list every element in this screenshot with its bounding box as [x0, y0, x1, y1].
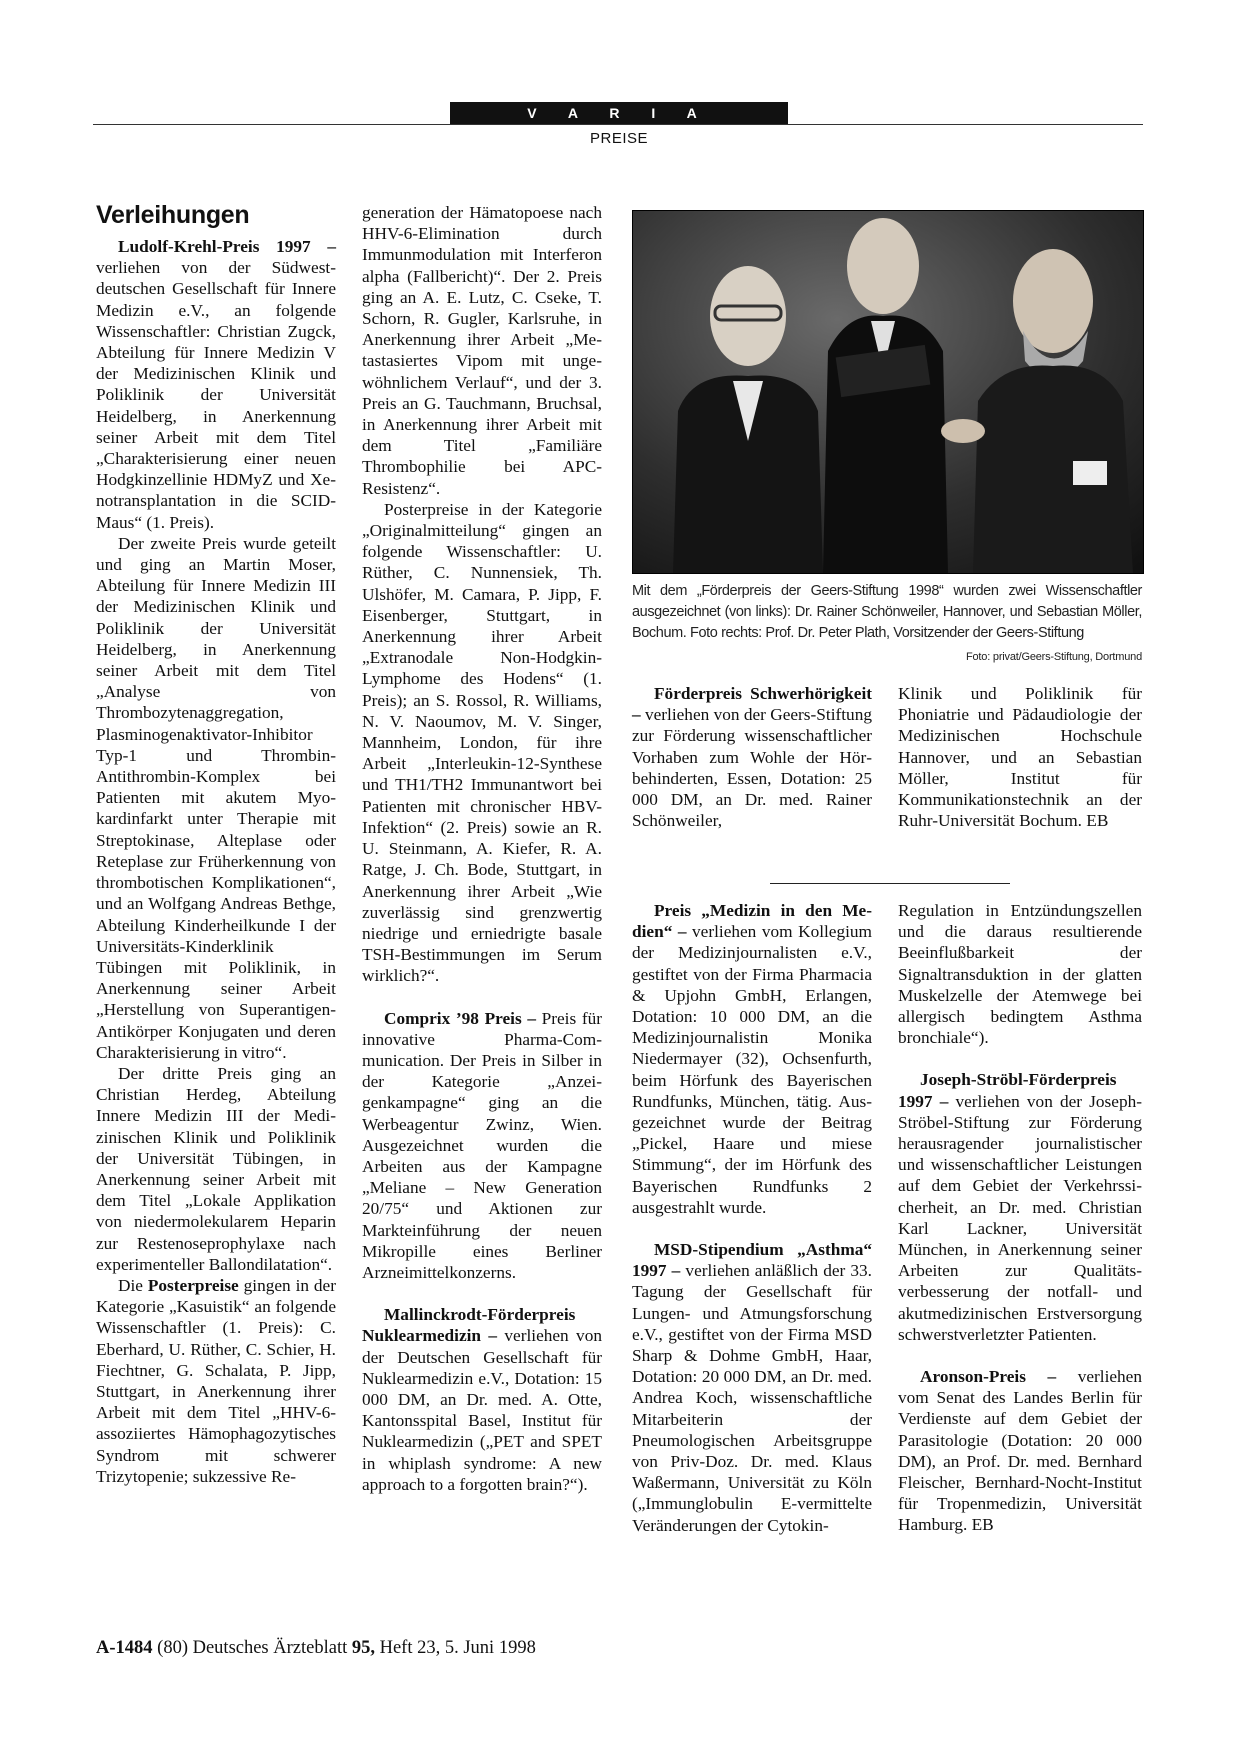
column-3-lower [632, 900, 872, 1536]
award-title: Joseph-Ströbl-Förderpreis 1997 – [898, 1070, 1117, 1111]
paragraph [362, 1304, 602, 1495]
award-text: verliehen von der Geers-Stiftung zur Förderung wissenschaftlicher Vorhaben zum Wohle der Hörbehinderten, Essen, Dotation: 25 000 DM, an Dr. med. Rainer Schönweiler, [632, 705, 872, 831]
photo-credit: Foto: privat/Geers-Stiftung, Dortmund [965, 651, 1142, 663]
paragraph: Klinik und Poliklinik für Phoniatrie und Pädaudiologie der Medizinischen Hochschule Hannover, und an Sebastian Möller, Institut für Kommunikationstechnik an der Ruhr-Universität Bochum. EB [898, 684, 1142, 831]
text: Die [118, 1275, 143, 1295]
award-title: Comprix ’98 Preis – [384, 1008, 536, 1028]
award-text: gingen in der Kategorie „Kasuistik“ an folgende Wissenschaftler (1. Preis): C. Eberhard, U. Rüther, C. Schier, H. Fiechtner, G. Schalata, P. Jipp, Stuttgart, in Anerkennung ihrer Arbeit mit dem Titel „HHV-6-assoziiertes Hämophagozytisches Syndrom mit schwerer Trizytopenie; sukzessive Re- [96, 1275, 336, 1486]
column-4 [898, 683, 1142, 831]
award-text: Preis für innovative Pharma-Communication. Der Preis in Silber in der Kategorie „Anzeigenkampagne“ ging an die Werbeagentur Zwinz, Wien. Ausgezeichnet wurden die Arbeiten aus der Kampagne „Meliane – New Generation 20/75“ und Aktionen zur Markteinführung der neuen Mikropille eines Berliner Arzneimittelkonzerns. [362, 1008, 602, 1282]
column-1 [96, 236, 336, 1487]
award-text: verliehen vom Kollegium der Medizinjournalisten e.V., gestiftet von der Firma Pharmacia & Upjohn GmbH, Erlangen, Dotation: 10 000 DM, an die Medizinjournalistin Monika Niedermayer (32), Ochsenfurth, beim Hörfunk des Bayerischen Rundfunks, München, tätig. Ausgezeichnet wurde der Beitrag „Pickel, Haare und miese Stimmung“, der im Hörfunk des Bayerischen Rundfunks 2 ausgestrahlt wurde. [632, 922, 873, 1217]
page-number: A-1484 [96, 1638, 153, 1658]
footer-volume: 95, [351, 1638, 375, 1658]
award-title: Förderpreis Schwerhörigkeit – [632, 684, 872, 725]
paragraph [632, 683, 872, 831]
page-footer [96, 1638, 536, 1659]
award-text: verliehen von der Joseph-Ströbel-Stiftung zur Förderung herausragender journalistischer und wissenschaftlicher Leistungen auf dem Gebiet der Verkehrssicherheit, an Dr. med. Christian Karl Lackner, Universität München, in Anerkennung seiner Arbeiten zur Qualitätsverbesserung der notfall- und akutmedizinischen Erstversorgung schwerstverletzter Patienten. [898, 1091, 1142, 1344]
award-title: Aronson-Preis – [920, 1367, 1057, 1387]
paragraph [362, 1008, 602, 1284]
paragraph [96, 1275, 336, 1487]
footer-issue: Heft 23, 5. Juni 1998 [379, 1638, 536, 1658]
award-title: Posterpreise [147, 1275, 239, 1295]
paragraph: Der zweite Preis wurde geteilt und ging an Martin Moser, Abteilung für Innere Medizin III der Medizinischen Klinik und Poliklinik der Universität Heidelberg, in Anerkennung seiner Arbeit mit dem Titel „Analyse von Thrombozytenaggregation, Plasminogenaktivator-Inhibitor Typ-1 und Thrombin-Antithrombin-Komplex bei Patienten mit akutem Myokardinfarkt unter Therapie mit Streptokinase, Alteplase oder Reteplase zur Früherkennung von thrombotischen Komplikationen“, und an Wolfgang Andreas Bethge, Abteilung Kinderheilkunde I der Universitäts-Kinderklinik Tübingen mit Poliklinik, in Anerkennung seiner Arbeit „Herstellung von Superantigen-Antikörper Konjugaten und deren Charakterisierung in vitro“. [96, 533, 336, 1062]
column-4-lower [898, 900, 1142, 1536]
column-2 [362, 202, 602, 1495]
paragraph [96, 236, 336, 533]
paragraph: Der dritte Preis ging an Christian Herdeg, Abteilung Innere Medizin III der Medizinischen Klinik und Poliklinik der Universität Tübingen, in Anerkennung seiner Arbeit mit dem Titel „Lokale Applikation von niedermolekularem Heparin zur Restenoseprophylaxe nach experimenteller Ballondilatation“. [96, 1063, 336, 1274]
award-text: verliehen vom Senat des Landes Berlin für Verdienste auf dem Gebiet der Parasitologie (Dotation: 20 000 DM), an Prof. Dr. med. Bernhard Fleischer, Bernhard-Nocht-Institut für Tropenmedizin, Universität Hamburg. EB [898, 1367, 1142, 1535]
award-text: verliehen von der Deutschen Gesellschaft für Nuklearmedizin e.V., Dotation: 15 000 DM, an Dr. med. A. Otte, Kantonsspital Basel, Institut für Nuklearmedizin („PET and SPET in whiplash syndrome: A new approach to a forgotten brain?“). [362, 1326, 602, 1494]
photo-caption: Mit dem „Förderpreis der Geers-Stiftung 1998“ wurden zwei Wissenschaftler ausgezeichnet (von links): Dr. Rainer Schönweiler, Hannover, und Sebastian Möller, Bochum. Foto rechts: Prof. Dr. Peter Plath, Vorsitzender der Geers-Stiftung [632, 583, 1142, 641]
photo-illustration [633, 211, 1143, 573]
award-photo [632, 210, 1144, 574]
award-title: Ludolf-Krehl-Preis 1997 – [118, 237, 336, 256]
header-rule [93, 124, 1143, 125]
footer-publication: (80) Deutsches Ärzteblatt [157, 1638, 348, 1658]
paragraph [898, 1069, 1142, 1345]
award-title: Mallinckrodt-Förderpreis Nuklearmedizin – [362, 1305, 576, 1346]
subsection-label: PREISE [589, 130, 649, 147]
award-title: MSD-Stipendium „Asthma“ 1997 – [632, 1240, 872, 1281]
paragraph [632, 900, 872, 1218]
section-divider [770, 883, 1010, 884]
award-text: verliehen von der Südwestdeutschen Gesellschaft für Innere Medizin e.V., an folgende Wissenschaftler: Christian Zugck, Abteilung für Innere Medizin V der Medizinischen Klinik und Poliklinik der Universität Heidelberg, in Anerkennung seiner Arbeit mit dem Titel „Charakterisierung einer neuen Hodgkinzellinie HDMyZ und Xenotransplantation in die SCID-Maus“ (1. Preis). [96, 258, 336, 532]
paragraph: Regulation in Entzündungszellen und die daraus resultierende Beeinflußbarkeit der Signaltransduktion in der glatten Muskelzelle der Atemwege bei allergisch bedingtem Asthma bronchiale“). [898, 901, 1142, 1048]
paragraph: Posterpreise in der Kategorie „Originalmitteilung“ gingen an folgende Wissenschaftler: U. Rüther, C. Nunnensiek, Th. Ulshöfer, M. Camara, P. Jipp, F. Eisenberger, Stuttgart, in Anerkennung ihrer Arbeit „Extranodale Non-Hodgkin-Lymphome des Hodens“ (1. Preis); an S. Rossol, R. Williams, N. V. Naoumov, M. V. Singer, Mannheim, London, für ihre Arbeit „Interleukin-12-Synthese und TH1/TH2 Immunantwort bei Patienten mit chronischer HBV-Infektion“ (2. Preis) sowie an R. U. Steinmann, A. Kiefer, R. A. Ratge, J. Ch. Bode, Stuttgart, in Anerkennung ihrer Arbeit „Wie zuverlässig sind grenzwertig niedrige und erniedrigte basale TSH-Bestimmungen im Serum wirklich?“. [362, 499, 602, 986]
paragraph [632, 1239, 872, 1536]
page-title: Verleihungen [96, 201, 250, 229]
award-title: Preis „Medizin in den Medien“ – [632, 901, 872, 942]
column-3 [632, 683, 872, 831]
paragraph: generation der Hämatopoese nach HHV-6-Elimination durch Immunmodulation mit Interferon alpha (Fallbericht)“. Der 2. Preis ging an A. E. Lutz, C. Cseke, T. Schorn, R. Gugler, Karlsruhe, in Anerkennung ihrer Arbeit „Metastasiertes Vipom mit ungewöhnlichem Verlauf“, und der 3. Preis an G. Tauchmann, Bruchsal, in Anerkennung ihrer Arbeit mit dem Titel „Familiäre Thrombophilie bei APC-Resistenz“. [362, 203, 602, 498]
award-text: verliehen anläßlich der 33. Tagung der Gesellschaft für Lungen- und Atmungsforschung e.V., gestiftet von der Firma MSD Sharp & Dohme GmbH, Haar, Dotation: 20 000 DM, an Dr. med. Andrea Koch, wissenschaftliche Mitarbeiterin der Pneumologischen Arbeitsgruppe von Priv-Doz. Dr. med. Klaus Waßermann, Universität zu Köln („Immunglobulin E-vermittelte Veränderungen der Cytokin- [632, 1261, 873, 1535]
paragraph [898, 1366, 1142, 1536]
section-banner: V A R I A [450, 102, 788, 124]
